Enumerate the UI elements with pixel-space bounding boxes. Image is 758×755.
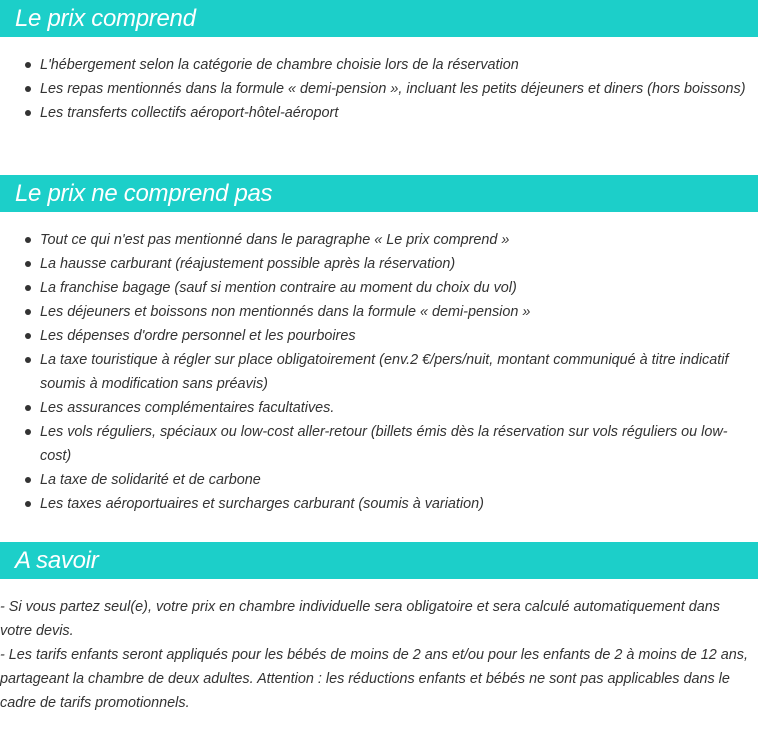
list-item: La franchise bagage (sauf si mention contraire au moment du choix du vol) xyxy=(0,276,752,300)
list-item: Les taxes aéroportuaires et surcharges carburant (soumis à variation) xyxy=(0,492,752,516)
list-item: Tout ce qui n'est pas mentionné dans le paragraphe « Le prix comprend » xyxy=(0,228,752,252)
list-item: L'hébergement selon la catégorie de chambre choisie lors de la réservation xyxy=(0,53,752,77)
list-item: La hausse carburant (réajustement possible après la réservation) xyxy=(0,252,752,276)
section-header-le-prix-comprend xyxy=(0,0,758,37)
note-single-traveler: - Si vous partez seul(e), votre prix en chambre individuelle sera obligatoire et sera calculé automatiquement dans votre devis. xyxy=(0,599,720,639)
list-item: Les transferts collectifs aéroport-hôtel-aéroport xyxy=(0,101,752,125)
list-item: Les assurances complémentaires facultatives. xyxy=(0,396,752,420)
section-header-a-savoir xyxy=(0,542,758,579)
section-title: A savoir xyxy=(15,547,99,574)
list-item: Les repas mentionnés dans la formule « demi-pension », incluant les petits déjeuners et diners (hors boissons) xyxy=(0,77,752,101)
included-list xyxy=(0,53,752,125)
section-title: Le prix comprend xyxy=(15,5,196,32)
section-header-le-prix-ne-comprend-pas xyxy=(0,175,758,212)
list-item: Les déjeuners et boissons non mentionnés dans la formule « demi-pension » xyxy=(0,300,752,324)
list-item: Les vols réguliers, spéciaux ou low-cost aller-retour (billets émis dès la réservation sur vols réguliers ou low-cost) xyxy=(0,420,752,468)
note-child-rates: - Les tarifs enfants seront appliqués pour les bébés de moins de 2 ans et/ou pour les enfants de 2 à moins de 12 ans, partageant la chambre de deux adultes. Attention : les réductions enfants et bébés ne sont pas applicables dans le cadre de tarifs promotionnels. xyxy=(0,647,748,711)
section-title: Le prix ne comprend pas xyxy=(15,180,273,207)
excluded-list xyxy=(0,228,752,516)
list-item: Les dépenses d'ordre personnel et les pourboires xyxy=(0,324,752,348)
list-item: La taxe touristique à régler sur place obligatoirement (env.2 €/pers/nuit, montant communiqué à titre indicatif soumis à modification sans préavis) xyxy=(0,348,752,396)
list-item: La taxe de solidarité et de carbone xyxy=(0,468,752,492)
